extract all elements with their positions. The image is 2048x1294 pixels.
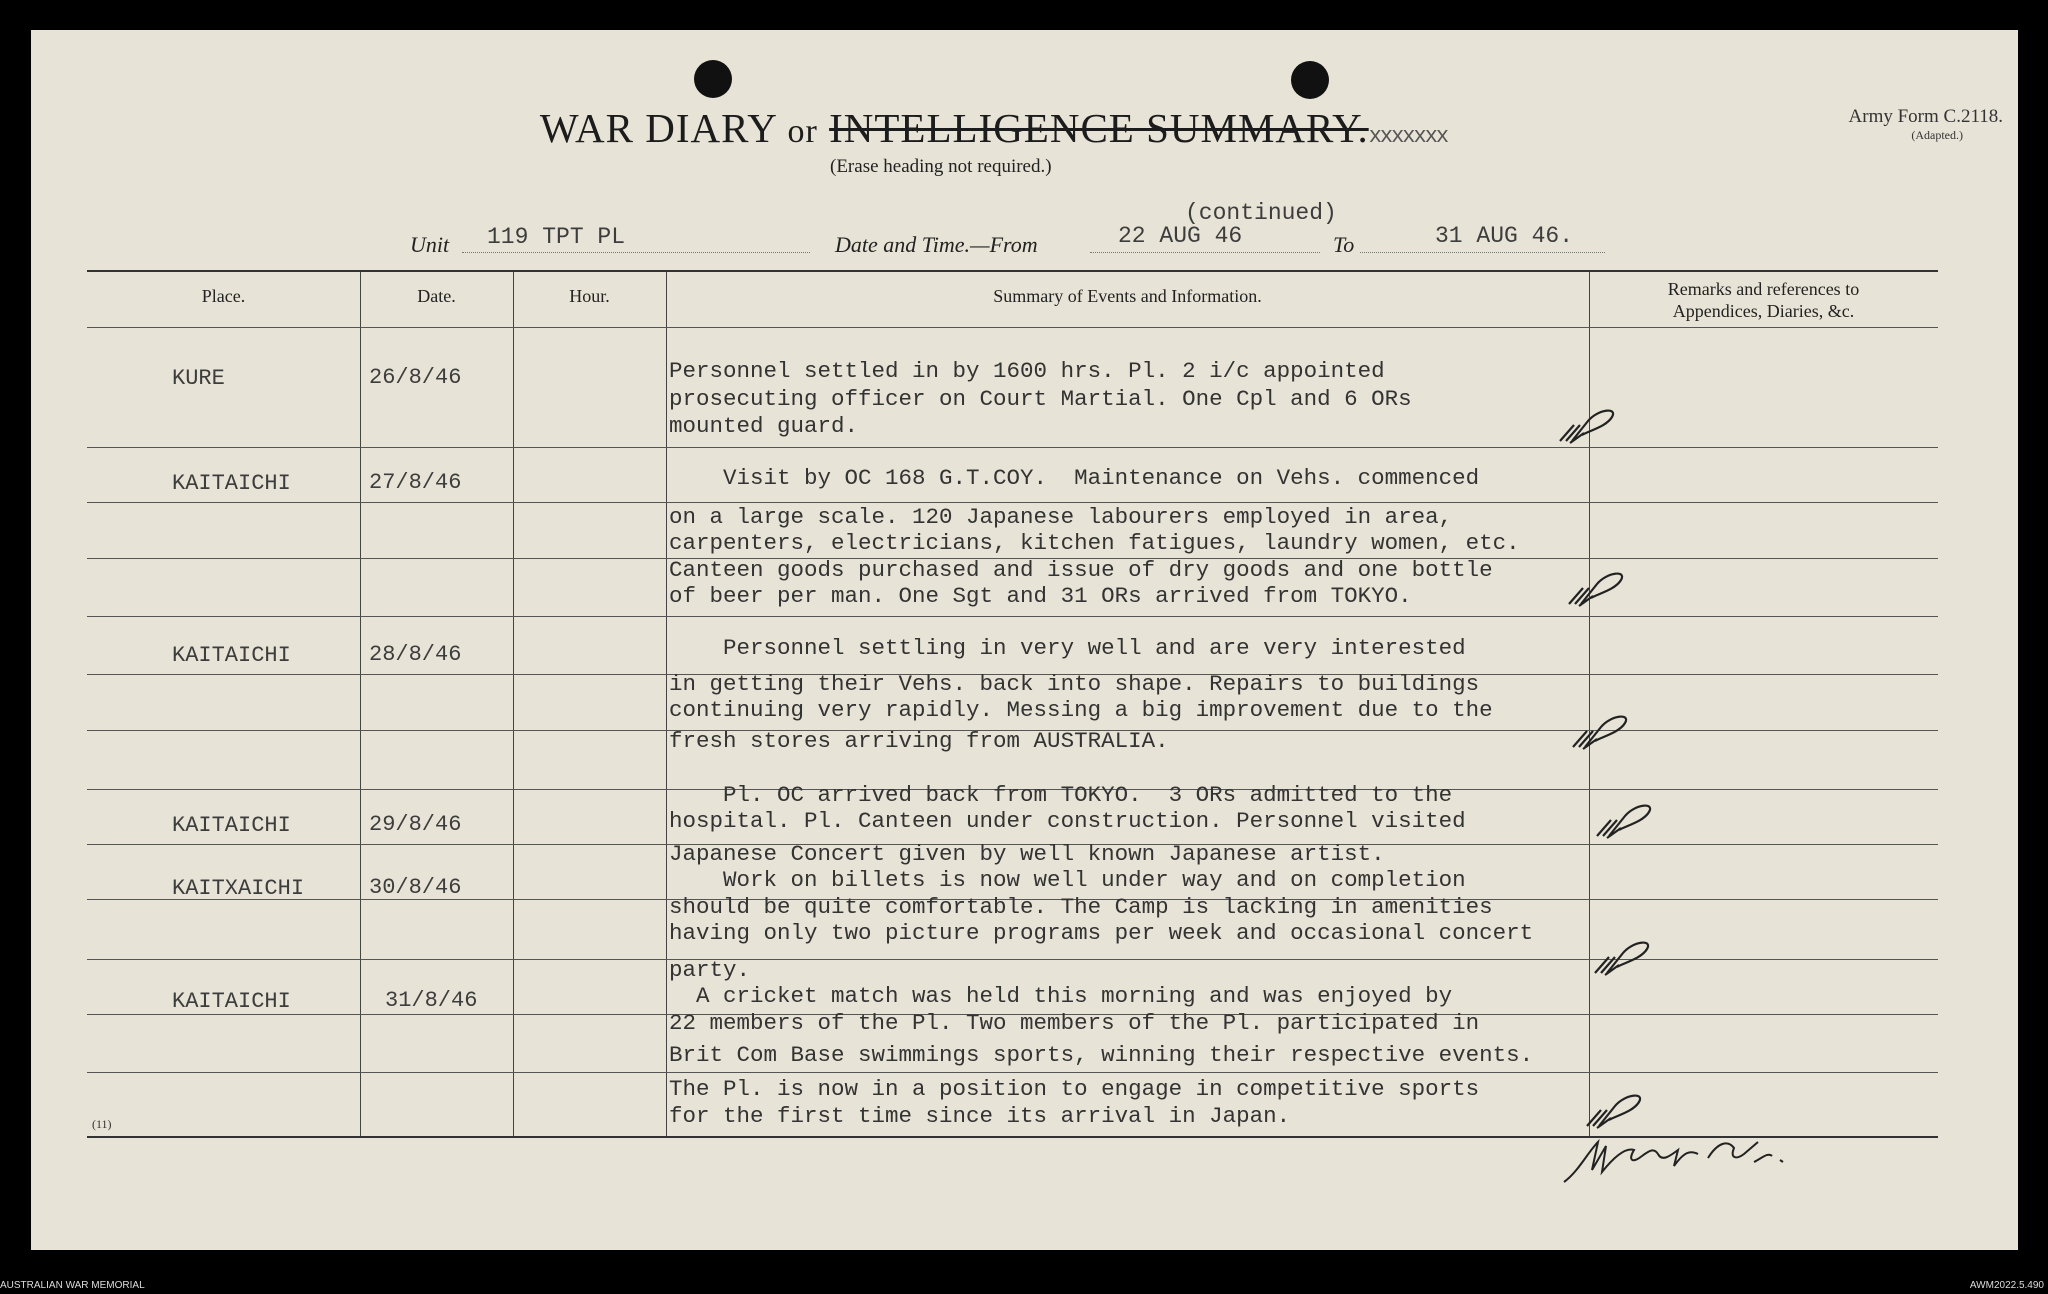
summary-line: fresh stores arriving from AUSTRALIA. xyxy=(669,728,1169,754)
summary-line: Pl. OC arrived back from TOKYO. 3 ORs admitted to the xyxy=(669,782,1453,808)
entry-date: 27/8/46 xyxy=(369,470,462,495)
initials-mark xyxy=(1571,711,1633,751)
row-rule xyxy=(87,502,1938,503)
column-header-place: Place. xyxy=(201,286,246,306)
summary-line: for the first time since its arrival in Japan. xyxy=(669,1103,1291,1129)
archive-reference: AWM2022.5.490 xyxy=(1969,1280,2044,1291)
summary-line: of beer per man. One Sgt and 31 ORs arrived from TOKYO. xyxy=(669,583,1412,609)
summary-line: Canteen goods purchased and issue of dry goods and one bottle xyxy=(669,557,1493,583)
initials-mark xyxy=(1593,937,1655,977)
summary-line: Work on billets is now well under way and on completion xyxy=(669,867,1466,893)
summary-line: in getting their Vehs. back into shape. Repairs to buildings xyxy=(669,671,1480,697)
army-form-number: Army Form C.2118. xyxy=(1848,106,2003,127)
row-rule xyxy=(87,959,1938,960)
unit-label: Unit xyxy=(410,232,450,257)
summary-line: mounted guard. xyxy=(669,413,859,439)
row-rule xyxy=(87,447,1938,448)
officer-signature xyxy=(1558,1112,1798,1192)
column-divider xyxy=(666,272,667,1136)
initials-mark xyxy=(1567,568,1629,608)
summary-line: carpenters, electricians, kitchen fatigues, laundry women, etc. xyxy=(669,530,1520,556)
unit-value: 119 TPT PL xyxy=(487,224,626,250)
entry-date: 31/8/46 xyxy=(385,988,478,1013)
form-number: (11) xyxy=(92,1117,112,1131)
column-header-hour: Hour. xyxy=(569,286,610,306)
summary-line: Personnel settling in very well and are very interested xyxy=(669,635,1466,661)
summary-line: A cricket match was held this morning and was enjoyed by xyxy=(669,983,1453,1009)
column-divider xyxy=(513,272,514,1136)
title-war-diary: WAR DIARY xyxy=(539,105,777,151)
entry-place: KURE xyxy=(172,366,225,391)
row-rule xyxy=(87,1072,1938,1073)
to-label: To xyxy=(1333,232,1355,257)
army-form-ref xyxy=(1849,106,2003,143)
summary-line: Brit Com Base swimmings sports, winning their respective events. xyxy=(669,1042,1534,1068)
punch-hole xyxy=(1291,61,1329,99)
page-title xyxy=(0,104,1987,152)
summary-line: having only two picture programs per week and occasional concert xyxy=(669,920,1534,946)
to-dotted-line xyxy=(1360,252,1605,253)
entry-date: 30/8/46 xyxy=(369,875,462,900)
date-from-value: 22 AUG 46 xyxy=(1118,223,1243,249)
column-header-summary: Summary of Events and Information. xyxy=(993,286,1262,306)
initials-mark xyxy=(1595,800,1657,840)
summary-line: party. xyxy=(669,957,751,983)
row-rule xyxy=(87,616,1938,617)
column-header-remarks xyxy=(1589,278,1938,322)
entry-place: KAITXAICHI xyxy=(172,876,305,901)
continued-note: (continued) xyxy=(1185,200,1337,226)
entry-date: 29/8/46 xyxy=(369,812,462,837)
initials-mark xyxy=(1558,405,1620,445)
remarks-header-line: Remarks and references to xyxy=(1667,279,1860,299)
summary-line: 22 members of the Pl. Two members of the Pl. participated in xyxy=(669,1010,1480,1036)
summary-line: hospital. Pl. Canteen under construction. Personnel visited xyxy=(669,808,1466,834)
remarks-header-line: Appendices, Diaries, &c. xyxy=(1672,301,1855,321)
entry-place: KAITAICHI xyxy=(172,989,291,1014)
entry-date: 26/8/46 xyxy=(369,365,462,390)
summary-line: on a large scale. 120 Japanese labourers employed in area, xyxy=(669,504,1453,530)
summary-line: prosecuting officer on Court Martial. One Cpl and 6 ORs xyxy=(669,386,1412,412)
header-rule xyxy=(87,327,1938,328)
summary-line: Visit by OC 168 G.T.COY. Maintenance on Vehs. commenced xyxy=(669,465,1480,491)
punch-hole xyxy=(694,60,732,98)
unit-dotted-line xyxy=(462,252,810,253)
date-label: Date and Time.—From xyxy=(835,232,1038,257)
entry-place: KAITAICHI xyxy=(172,813,291,838)
title-or: or xyxy=(787,113,818,150)
column-header-date: Date. xyxy=(417,286,456,306)
entry-place: KAITAICHI xyxy=(172,643,291,668)
erase-note: (Erase heading not required.) xyxy=(830,156,1052,177)
from-dotted-line xyxy=(1090,252,1320,253)
adapted-note: (Adapted.) xyxy=(1911,128,1963,142)
entry-place: KAITAICHI xyxy=(172,471,291,496)
archive-caption: AUSTRALIAN WAR MEMORIAL xyxy=(0,1280,145,1291)
summary-line: The Pl. is now in a position to engage in competitive sports xyxy=(669,1076,1480,1102)
column-divider xyxy=(1589,272,1590,1136)
title-struck-heading: INTELLIGENCE SUMMARY. xyxy=(829,105,1369,151)
column-divider xyxy=(360,272,361,1136)
date-to-value: 31 AUG 46. xyxy=(1435,223,1574,249)
summary-line: continuing very rapidly. Messing a big improvement due to the xyxy=(669,697,1493,723)
summary-line: Personnel settled in by 1600 hrs. Pl. 2 i/c appointed xyxy=(669,358,1385,384)
summary-line: should be quite comfortable. The Camp is lacking in amenities xyxy=(669,894,1493,920)
entry-date: 28/8/46 xyxy=(369,642,462,667)
typed-erasure: xxxxxxx xyxy=(1368,124,1448,149)
summary-line: Japanese Concert given by well known Japanese artist. xyxy=(669,841,1385,867)
